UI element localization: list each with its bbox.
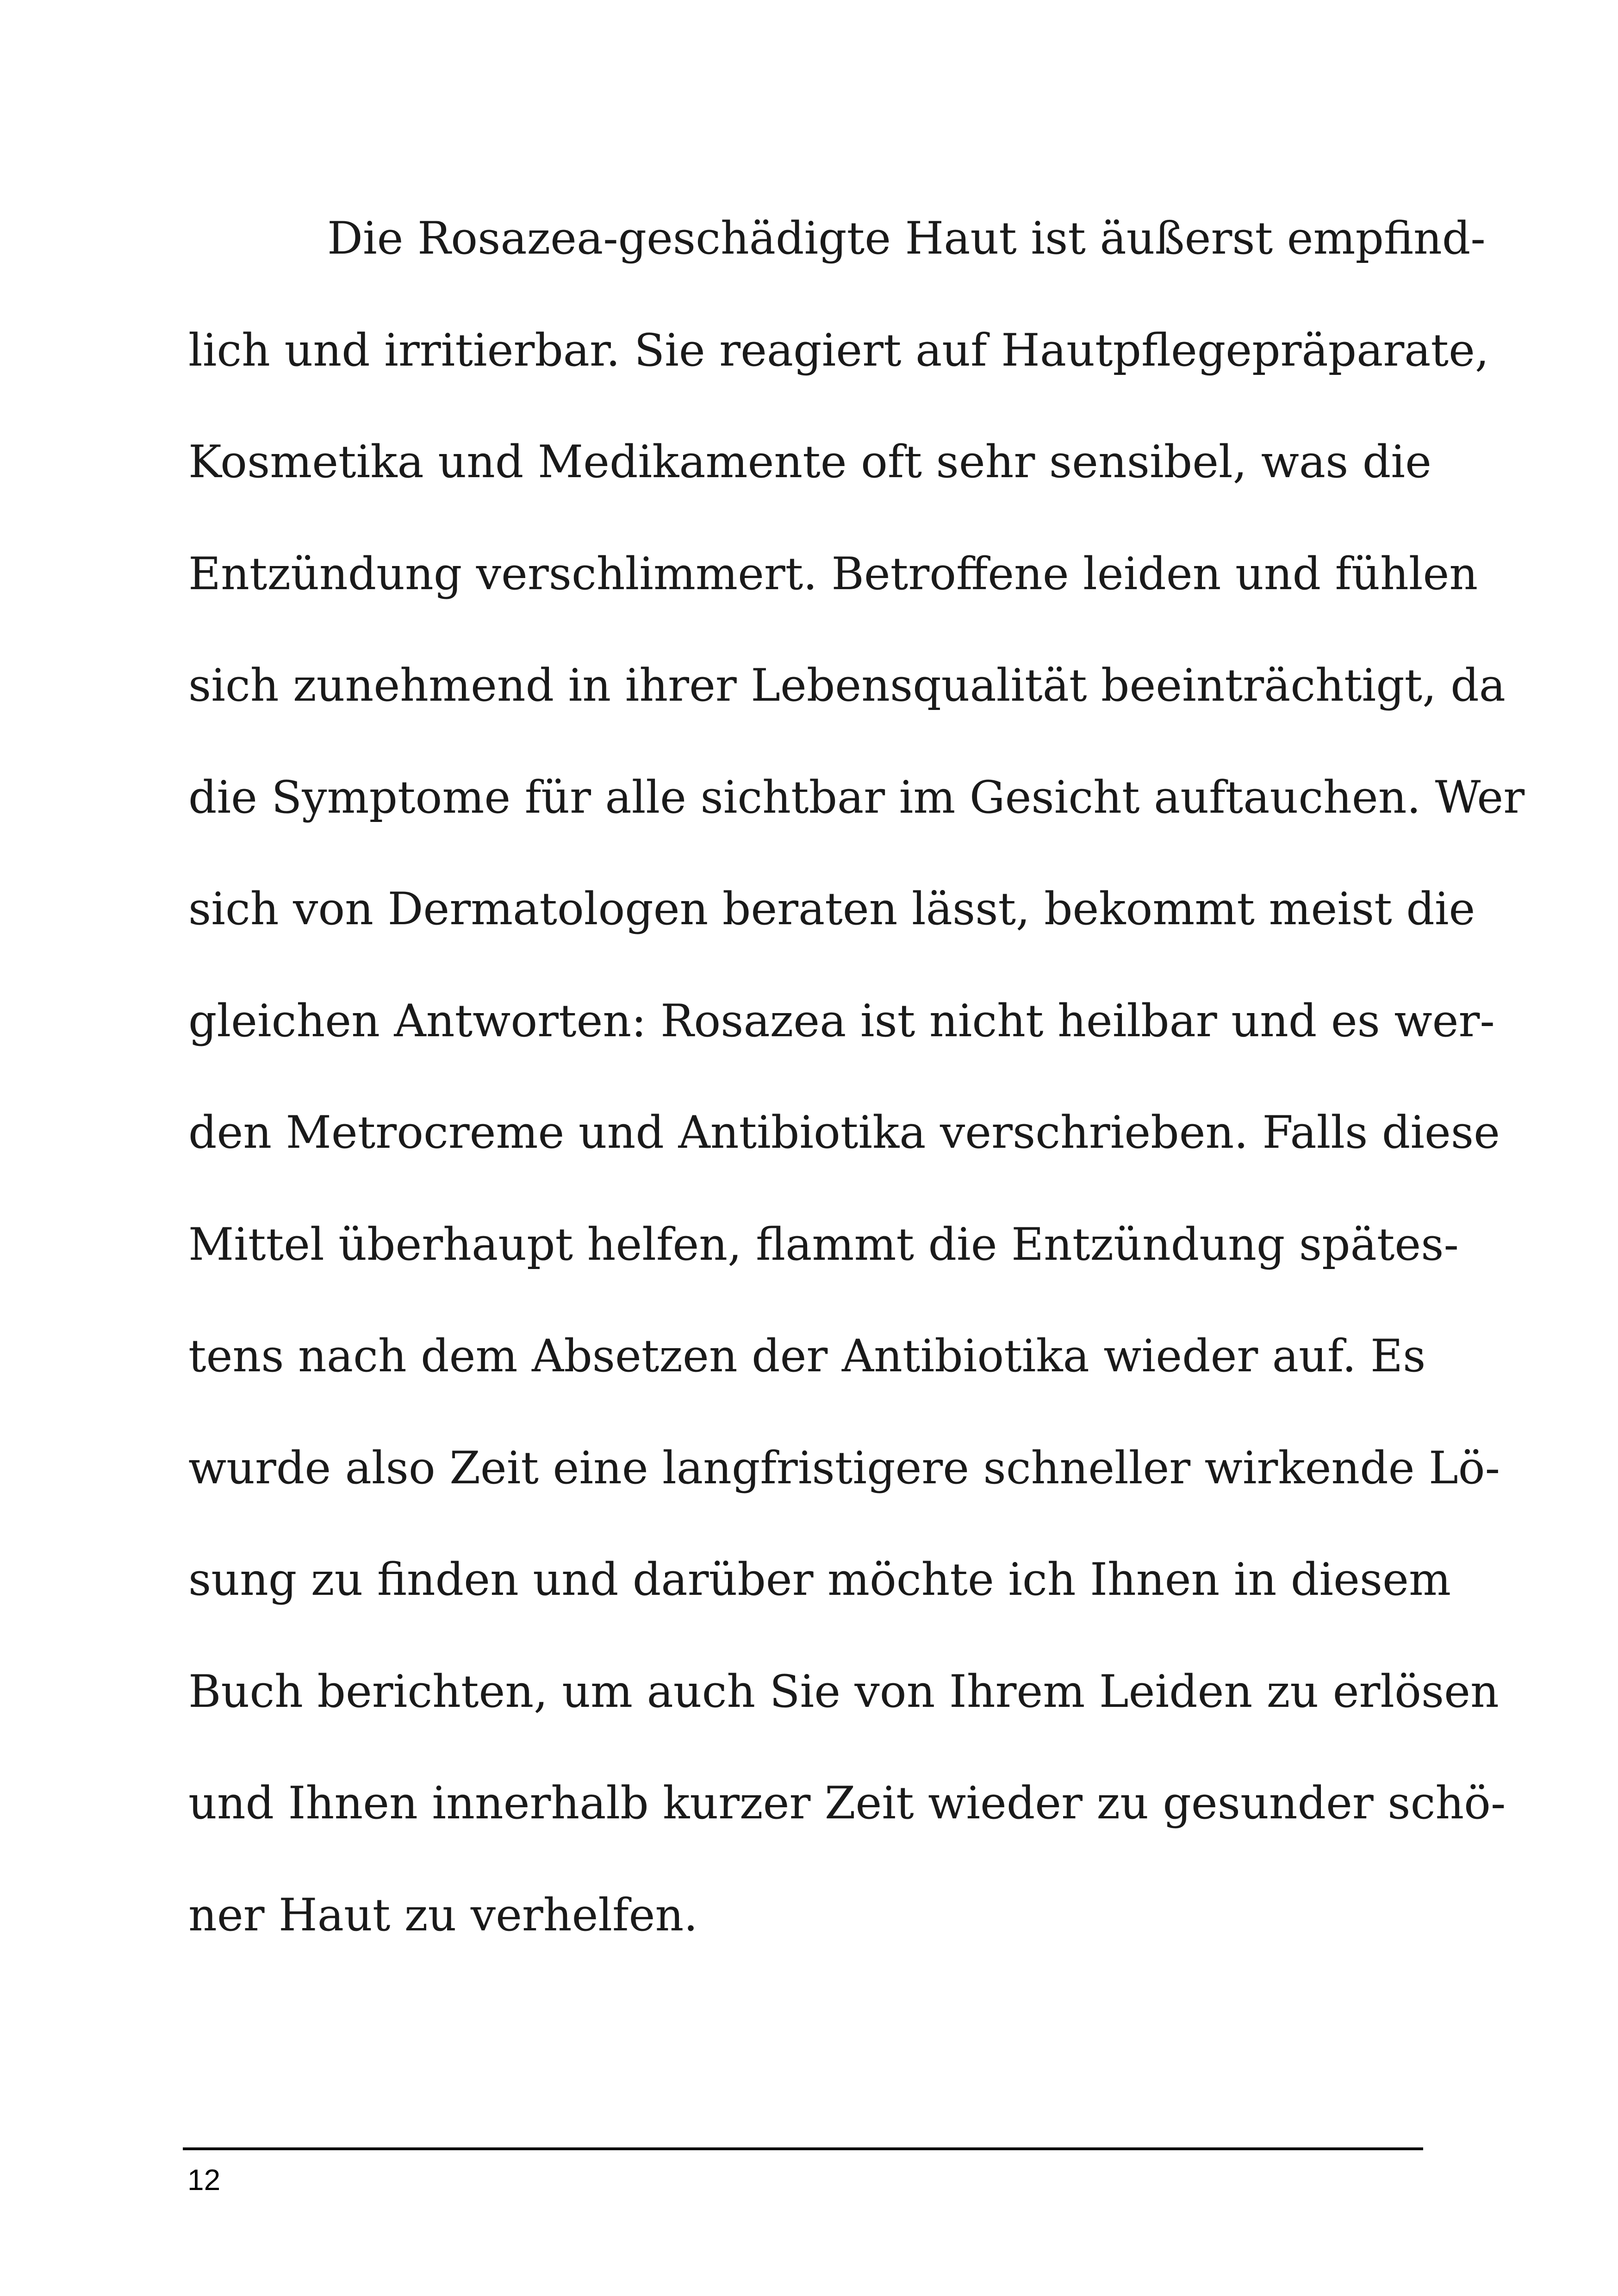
paragraph-line: Entzündung verschlimmert. Betroffene leiden und fühlen [188, 548, 1478, 600]
page-number: 12 [187, 2163, 221, 2196]
paragraph-line: und Ihnen innerhalb kurzer Zeit wieder zu gesunder schö- [188, 1777, 1506, 1829]
paragraph-line: den Metrocreme und Antibiotika verschrieben. Falls diese [188, 1107, 1500, 1158]
paragraph-line: die Symptome für alle sichtbar im Gesicht auftauchen. Wer [188, 772, 1525, 823]
paragraph-line: sung zu finden und darüber möchte ich Ihnen in diesem [188, 1554, 1451, 1605]
paragraph-line: ner Haut zu verhelfen. [188, 1889, 698, 1941]
paragraph-line: wurde also Zeit eine langfristigere schneller wirkende Lö- [188, 1442, 1500, 1494]
paragraph-line: sich von Dermatologen beraten lässt, bekommt meist die [188, 883, 1475, 935]
footer-divider [183, 2147, 1423, 2150]
paragraph-line: Die Rosazea-geschädigte Haut ist äußerst empfind- [327, 212, 1486, 264]
paragraph-line: Buch berichten, um auch Sie von Ihrem Leiden zu erlösen [188, 1666, 1499, 1717]
paragraph-line: sich zunehmend in ihrer Lebensqualität beeinträchtigt, da [188, 660, 1506, 711]
paragraph-line: Kosmetika und Medikamente oft sehr sensibel, was die [188, 436, 1431, 488]
paragraph-line: tens nach dem Absetzen der Antibiotika wieder auf. Es [188, 1330, 1426, 1382]
paragraph-line: gleichen Antworten: Rosazea ist nicht heilbar und es wer- [188, 995, 1495, 1047]
paragraph-line: lich und irritierbar. Sie reagiert auf Hautpflegepräparate, [188, 324, 1489, 376]
paragraph-line: Mittel überhaupt helfen, flammt die Entzündung spätes- [188, 1219, 1459, 1270]
